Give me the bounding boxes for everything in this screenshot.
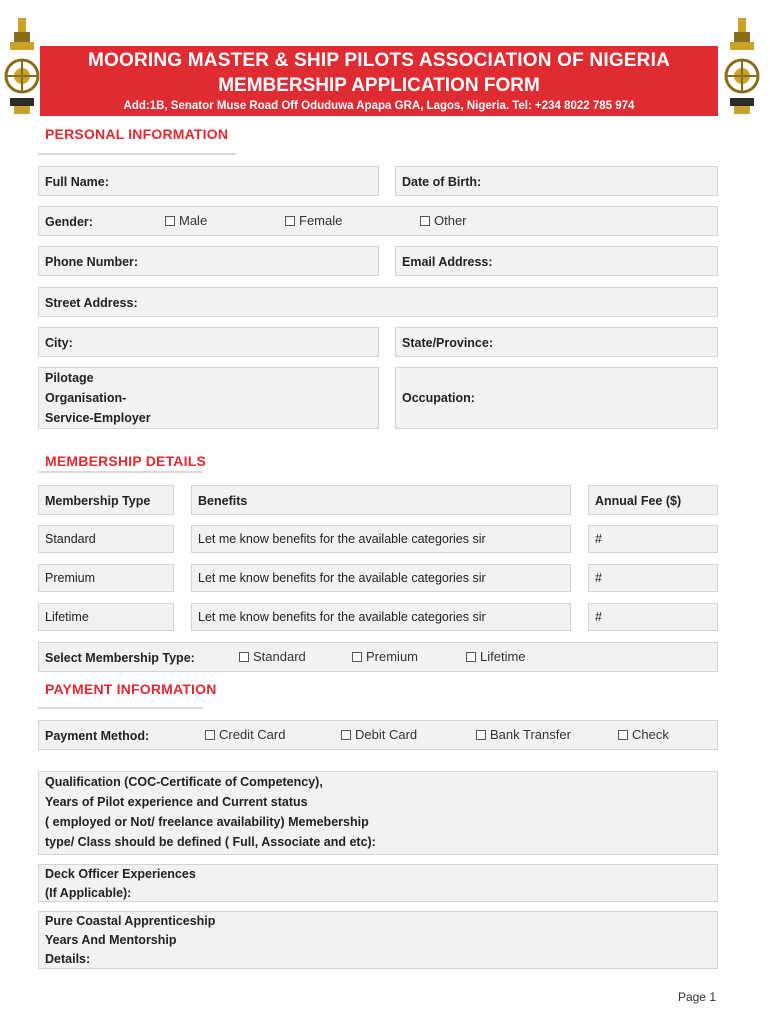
form-title-line2: MEMBERSHIP APPLICATION FORM (218, 75, 540, 96)
payment-section-title: PAYMENT INFORMATION (45, 681, 217, 697)
association-logo-right (724, 18, 760, 118)
checkbox-icon (165, 216, 175, 226)
checkbox-icon (618, 730, 628, 740)
full-name-label: Full Name: (45, 175, 109, 189)
checkbox-icon (352, 652, 362, 662)
table-header-type: Membership Type (38, 485, 174, 515)
phone-label: Phone Number: (45, 255, 139, 269)
checkbox-icon (476, 730, 486, 740)
association-address: Add:1B, Senator Muse Road Off Oduduwa Apapa GRA, Lagos, Nigeria. Tel: +234 8022 785 974 (123, 100, 635, 112)
gender-label: Gender: (45, 215, 93, 229)
section-divider (38, 153, 236, 155)
checkbox-icon (341, 730, 351, 740)
pilotage-label: Pilotage Organisation- Service-Employer (45, 371, 151, 425)
form-title-line1: MOORING MASTER & SHIP PILOTS ASSOCIATION OF NIGERIA (88, 50, 670, 71)
membership-section-title: MEMBERSHIP DETAILS (45, 453, 206, 469)
membership-lifetime-checkbox[interactable]: Lifetime (466, 649, 526, 664)
gender-other-checkbox[interactable]: Other (420, 213, 467, 228)
occupation-label: Occupation: (402, 391, 475, 405)
personal-section-title: PERSONAL INFORMATION (45, 126, 229, 142)
gender-male-checkbox[interactable]: Male (165, 213, 207, 228)
checkbox-icon (285, 216, 295, 226)
qualification-field[interactable] (38, 771, 718, 855)
table-row-type: Lifetime (38, 603, 174, 631)
state-label: State/Province: (402, 336, 494, 350)
payment-bank-transfer-checkbox[interactable]: Bank Transfer (476, 727, 571, 742)
section-divider (38, 471, 203, 473)
payment-credit-card-checkbox[interactable]: Credit Card (205, 727, 285, 742)
payment-check-checkbox[interactable]: Check (618, 727, 669, 742)
state-field[interactable] (395, 327, 718, 357)
checkbox-icon (466, 652, 476, 662)
city-label: City: (45, 336, 73, 350)
table-row-fee: # (588, 603, 718, 631)
deck-officer-field[interactable] (38, 864, 718, 902)
payment-method-row (38, 720, 718, 750)
coastal-apprenticeship-label: Pure Coastal Apprenticeship Years And Mentorship Details: (45, 914, 216, 966)
checkbox-icon (205, 730, 215, 740)
table-row-benefit: Let me know benefits for the available categories sir (191, 603, 571, 631)
header-banner (40, 46, 718, 116)
deck-officer-label: Deck Officer Experiences (If Applicable): (45, 867, 196, 900)
association-logo-left (4, 18, 40, 118)
street-address-label: Street Address: (45, 296, 138, 310)
select-membership-row (38, 642, 718, 672)
membership-standard-checkbox[interactable]: Standard (239, 649, 306, 664)
table-row-fee: # (588, 525, 718, 553)
email-label: Email Address: (402, 255, 493, 269)
table-row-benefit: Let me know benefits for the available categories sir (191, 564, 571, 592)
payment-debit-card-checkbox[interactable]: Debit Card (341, 727, 417, 742)
full-name-field[interactable] (38, 166, 379, 196)
occupation-field[interactable] (395, 367, 718, 429)
table-header-fee: Annual Fee ($) (588, 485, 718, 515)
city-field[interactable] (38, 327, 379, 357)
qualification-label: Qualification (COC-Certificate of Competency), Years of Pilot experience and Current status ( employed or Not/ freelance availability) Memebership type/ Class should be defined ( Full, Associate and etc): (45, 775, 376, 849)
table-header-benefits: Benefits (191, 485, 571, 515)
pilotage-employer-field[interactable] (38, 367, 379, 429)
gender-row (38, 206, 718, 236)
checkbox-icon (420, 216, 430, 226)
dob-label: Date of Birth: (402, 175, 482, 189)
table-row-fee: # (588, 564, 718, 592)
coastal-apprenticeship-field[interactable] (38, 911, 718, 969)
payment-method-label: Payment Method: (45, 729, 150, 743)
email-field[interactable] (395, 246, 718, 276)
table-row-type: Premium (38, 564, 174, 592)
dob-field[interactable] (395, 166, 718, 196)
street-address-field[interactable] (38, 287, 718, 317)
table-row-benefit: Let me know benefits for the available categories sir (191, 525, 571, 553)
section-divider (38, 707, 203, 709)
phone-field[interactable] (38, 246, 379, 276)
select-membership-label: Select Membership Type: (45, 651, 195, 665)
gender-female-checkbox[interactable]: Female (285, 213, 342, 228)
table-row-type: Standard (38, 525, 174, 553)
page-number: Page 1 (677, 990, 716, 1004)
membership-premium-checkbox[interactable]: Premium (352, 649, 418, 664)
checkbox-icon (239, 652, 249, 662)
